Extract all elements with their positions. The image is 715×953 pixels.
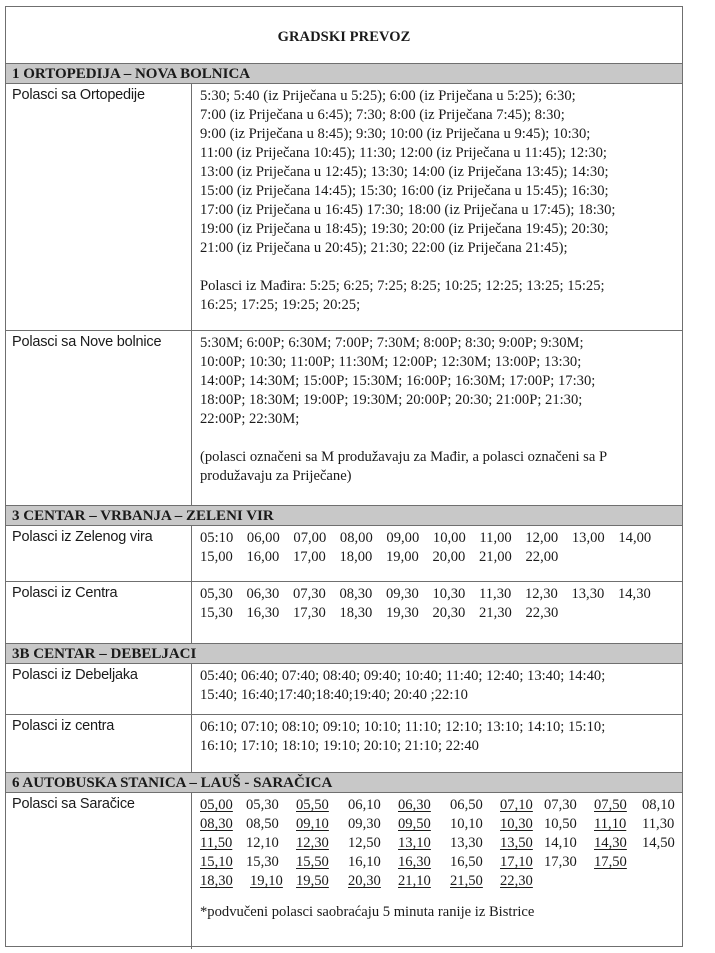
departure-time: 08,10 bbox=[642, 797, 675, 813]
departure-time: 13,00 bbox=[571, 530, 605, 546]
departure-time-underlined: 11,10 bbox=[594, 816, 627, 832]
departure-time: 16,30 bbox=[246, 605, 280, 621]
departure-line: 9:00 (iz Priječana u 8:45); 9:30; 10:00 (iz Priječana u 9:45); 10:30; bbox=[200, 126, 591, 142]
departure-time: 16,10 bbox=[348, 854, 381, 870]
departure-time: 05,30 bbox=[246, 797, 279, 813]
departure-time: 08,50 bbox=[246, 816, 279, 832]
departure-time: 12,00 bbox=[525, 530, 559, 546]
departure-time-underlined: 05,50 bbox=[296, 797, 329, 813]
departure-time-underlined: 13,50 bbox=[500, 835, 533, 851]
departure-time: 11,30 bbox=[642, 816, 675, 832]
departure-time-underlined: 20,30 bbox=[348, 873, 381, 889]
departure-time-underlined: 12,30 bbox=[296, 835, 329, 851]
departure-time: 12,30 bbox=[524, 586, 558, 602]
departure-line bbox=[200, 853, 676, 872]
departure-time: 06,50 bbox=[450, 797, 483, 813]
departure-time-underlined: 18,30 bbox=[200, 873, 233, 889]
departure-time-underlined: 21,10 bbox=[398, 873, 431, 889]
departure-time-underlined: 16,30 bbox=[398, 854, 431, 870]
departure-line bbox=[200, 604, 676, 623]
departure-line: 5:30; 5:40 (iz Priječana u 5:25); 6:00 (iz Priječana u 5:25); 6:30; bbox=[200, 88, 576, 104]
departure-time: 10,30 bbox=[432, 586, 466, 602]
row-label: Polasci iz Debeljaka bbox=[6, 664, 192, 714]
departure-time-underlined: 15,50 bbox=[296, 854, 329, 870]
departure-time-underlined: 21,50 bbox=[450, 873, 483, 889]
departures-cell bbox=[192, 526, 682, 581]
departure-time: 14,50 bbox=[642, 835, 675, 851]
section-header-line-6: 6 AUTOBUSKA STANICA – LAUŠ - SARAČICA bbox=[6, 773, 682, 793]
departure-time: 16,50 bbox=[450, 854, 483, 870]
departure-line: 21:00 (iz Priječana u 20:45); 21:30; 22:00 (iz Priječana 21:45); bbox=[200, 240, 568, 256]
schedule-row-debeljaci bbox=[6, 664, 682, 715]
departure-time: 22,00 bbox=[525, 549, 559, 565]
departures-cell bbox=[192, 793, 682, 949]
section-header-line-3b: 3B CENTAR – DEBELJACI bbox=[6, 644, 682, 664]
departure-time: 13,30 bbox=[450, 835, 483, 851]
departure-time: 18,00 bbox=[339, 549, 373, 565]
departure-time: 17,30 bbox=[544, 854, 577, 870]
departure-line: 15:40; 16:40;17:40;18:40;19:40; 20:40 ;22:10 bbox=[200, 687, 468, 703]
departure-line bbox=[200, 796, 676, 815]
departure-time: 09,30 bbox=[348, 816, 381, 832]
departure-time-underlined: 22,30 bbox=[500, 873, 533, 889]
departure-time: 06,30 bbox=[246, 586, 280, 602]
departure-time: 07,30 bbox=[544, 797, 577, 813]
departures-cell bbox=[192, 582, 682, 643]
departure-time: 09,00 bbox=[386, 530, 420, 546]
departure-time: 09,30 bbox=[386, 586, 419, 602]
departure-line: 16:10; 17:10; 18:10; 19:10; 20:10; 21:10; 22:40 bbox=[200, 738, 479, 754]
row-label: Polasci iz Zelenog vira bbox=[6, 526, 192, 581]
departure-time: 06,10 bbox=[348, 797, 381, 813]
departure-time-underlined: 17,10 bbox=[500, 854, 533, 870]
departure-line: 11:00 (iz Priječana 10:45); 11:30; 12:00 (iz Priječana u 11:45); 12:30; bbox=[200, 145, 607, 161]
departure-time: 07,30 bbox=[293, 586, 326, 602]
departure-time-underlined: 19,10 bbox=[250, 873, 283, 889]
departure-time: 22,30 bbox=[525, 605, 559, 621]
departure-time: 17,30 bbox=[293, 605, 326, 621]
departure-time: 06,00 bbox=[246, 530, 280, 546]
departure-time: 05:10 bbox=[200, 530, 234, 546]
departure-time: 08,00 bbox=[339, 530, 373, 546]
schedule-row-nova-bolnica bbox=[6, 331, 682, 506]
legend-note: produžavaju za Priječane) bbox=[200, 468, 352, 484]
departure-line: 7:00 (iz Priječana u 6:45); 7:30; 8:00 (iz Priječana 7:45); 8:30; bbox=[200, 107, 565, 123]
section-header-line-1: 1 ORTOPEDIJA – NOVA BOLNICA bbox=[6, 64, 682, 84]
departure-time: 20,30 bbox=[432, 605, 466, 621]
departure-line: 13:00 (iz Priječana u 12:45); 13:30; 14:00 (iz Priječana 13:45); 14:30; bbox=[200, 164, 609, 180]
departures-cell bbox=[192, 331, 682, 505]
departure-time-underlined: 08,30 bbox=[200, 816, 233, 832]
departure-line bbox=[200, 548, 676, 567]
page-title: GRADSKI PREVOZ bbox=[6, 7, 682, 64]
row-label: Polasci sa Nove bolnice bbox=[6, 331, 192, 505]
departure-time: 10,00 bbox=[432, 530, 466, 546]
departure-time-underlined: 06,30 bbox=[398, 797, 431, 813]
departure-line: 15:00 (iz Priječana 14:45); 15:30; 16:00 (iz Priječana u 15:45); 16:30; bbox=[200, 183, 609, 199]
departure-time-underlined: 15,10 bbox=[200, 854, 233, 870]
departure-line: 19:00 (iz Priječana u 18:45); 19:30; 20:00 (iz Priječana 19:45); 20:30; bbox=[200, 221, 609, 237]
departure-time-underlined: 10,30 bbox=[500, 816, 533, 832]
departure-line: 18:00P; 18:30M; 19:00P; 19:30M; 20:00P; 20:30; 21:00P; 21:30; bbox=[200, 392, 583, 408]
section-header-line-3: 3 CENTAR – VRBANJA – ZELENI VIR bbox=[6, 506, 682, 526]
departure-line: 5:30M; 6:00P; 6:30M; 7:00P; 7:30M; 8:00P; 8:30; 9:00P; 9:30M; bbox=[200, 335, 584, 351]
departure-line: 10:00P; 10:30; 11:00P; 11:30M; 12:00P; 12:30M; 13:00P; 13:30; bbox=[200, 354, 582, 370]
departure-time-underlined: 13,10 bbox=[398, 835, 431, 851]
timetable bbox=[5, 6, 683, 947]
schedule-row-zeleni-vir bbox=[6, 526, 682, 582]
row-label: Polasci iz Centra bbox=[6, 582, 192, 643]
departure-time-underlined: 19,50 bbox=[296, 873, 329, 889]
departure-time: 15,00 bbox=[200, 549, 233, 565]
departure-time-underlined: 09,50 bbox=[398, 816, 431, 832]
departure-time: 08,30 bbox=[339, 586, 373, 602]
departure-time: 11,00 bbox=[479, 530, 512, 546]
departure-time-underlined: 11,50 bbox=[200, 835, 233, 851]
departure-time: 15,30 bbox=[246, 854, 279, 870]
schedule-row-centar bbox=[6, 582, 682, 644]
departure-time: 15,30 bbox=[200, 605, 233, 621]
departure-time: 14,00 bbox=[618, 530, 652, 546]
departure-time: 10,50 bbox=[544, 816, 577, 832]
departure-time: 18,30 bbox=[339, 605, 373, 621]
departure-line bbox=[200, 872, 676, 891]
departure-time: 17,00 bbox=[293, 549, 326, 565]
departure-time: 05,30 bbox=[200, 586, 233, 602]
departure-line bbox=[200, 834, 676, 853]
departures-cell bbox=[192, 715, 682, 772]
departure-time: 13,30 bbox=[571, 586, 605, 602]
departure-line: 05:40; 06:40; 07:40; 08:40; 09:40; 10:40; 11:40; 12:40; 13:40; 14:40; bbox=[200, 668, 606, 684]
departure-time-underlined: 05,00 bbox=[200, 797, 233, 813]
departure-line: 17:00 (iz Priječana u 16:45) 17:30; 18:00 (iz Priječana u 17:45); 18:30; bbox=[200, 202, 616, 218]
departure-time-underlined: 07,50 bbox=[594, 797, 627, 813]
row-label: Polasci sa Ortopedije bbox=[6, 84, 192, 330]
departure-line bbox=[200, 815, 676, 834]
departure-time-underlined: 09,10 bbox=[296, 816, 329, 832]
schedule-row-saracica bbox=[6, 793, 682, 949]
madjir-departures-line: 16:25; 17:25; 19:25; 20:25; bbox=[200, 297, 361, 313]
departures-cell bbox=[192, 664, 682, 714]
departure-line: 06:10; 07:10; 08:10; 09:10; 10:10; 11:10; 12:10; 13:10; 14:10; 15:10; bbox=[200, 719, 606, 735]
departure-time: 21,00 bbox=[479, 549, 512, 565]
departure-time: 12,50 bbox=[348, 835, 381, 851]
schedule-row-ortopedija bbox=[6, 84, 682, 331]
madjir-departures-line: Polasci iz Mađira: 5:25; 6:25; 7:25; 8:25; 10:25; 12:25; 13:25; 15:25; bbox=[200, 278, 605, 294]
departure-time: 11,30 bbox=[479, 586, 512, 602]
departure-line bbox=[200, 585, 676, 604]
departure-time: 19,30 bbox=[386, 605, 419, 621]
departure-time-underlined: 14,30 bbox=[594, 835, 627, 851]
departure-line: 22:00P; 22:30M; bbox=[200, 411, 300, 427]
departure-line: 14:00P; 14:30M; 15:00P; 15:30M; 16:00P; 16:30M; 17:00P; 17:30; bbox=[200, 373, 596, 389]
footnote: *podvučeni polasci saobraćaju 5 minuta ranije iz Bistrice bbox=[200, 904, 535, 920]
departure-time: 14,10 bbox=[544, 835, 577, 851]
departure-time: 14,30 bbox=[617, 586, 651, 602]
departures-grid bbox=[200, 796, 676, 891]
departure-time: 10,10 bbox=[450, 816, 483, 832]
departure-time: 19,00 bbox=[386, 549, 419, 565]
departure-time: 21,30 bbox=[479, 605, 512, 621]
departure-time: 20,00 bbox=[432, 549, 466, 565]
departure-time-underlined: 17,50 bbox=[594, 854, 627, 870]
row-label: Polasci iz centra bbox=[6, 715, 192, 772]
schedule-row-centar-3b bbox=[6, 715, 682, 773]
departure-time: 16,00 bbox=[246, 549, 280, 565]
departures-cell bbox=[192, 84, 682, 330]
row-label: Polasci sa Saračice bbox=[6, 793, 192, 949]
departure-time: 07,00 bbox=[293, 530, 327, 546]
legend-note: (polasci označeni sa M produžavaju za Mađir, a polasci označeni sa P bbox=[200, 449, 608, 465]
departure-line bbox=[200, 529, 676, 548]
departure-time: 12,10 bbox=[246, 835, 279, 851]
departure-time-underlined: 07,10 bbox=[500, 797, 533, 813]
